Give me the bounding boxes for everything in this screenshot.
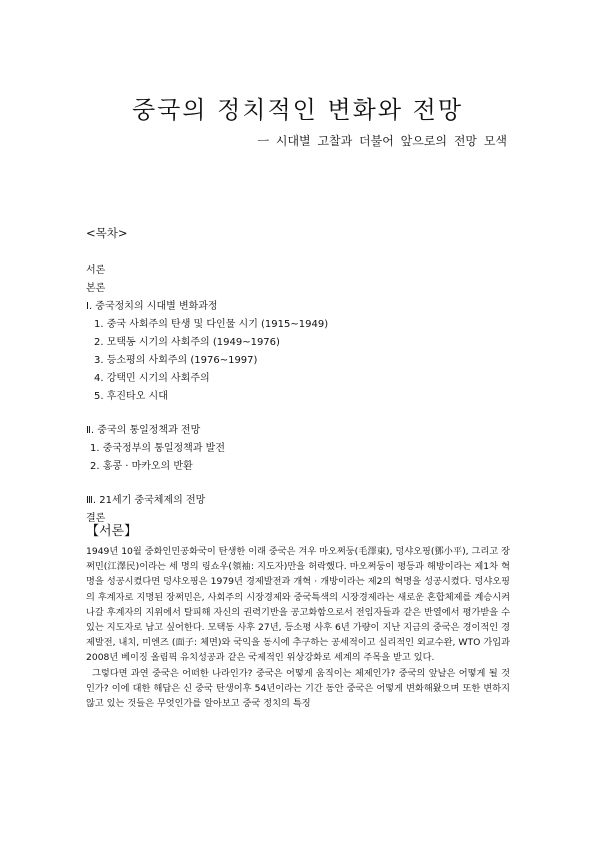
toc-part1-item: 1. 중국 사회주의 탄생 및 다인물 시기 (1915~1949): [94, 319, 329, 330]
toc-part1-item: 3. 등소평의 사회주의 (1976~1997): [94, 355, 258, 366]
table-of-contents: [86, 262, 328, 528]
toc-conclusion: 결론: [86, 513, 106, 524]
toc-part2-item: 2. 홍콩 · 마카오의 반환: [90, 461, 193, 472]
toc-part3-title: Ⅲ. 21세기 중국체제의 전망: [86, 495, 206, 506]
toc-part2-item: 1. 중국정부의 통일정책과 발전: [90, 443, 225, 454]
toc-main: 본론: [86, 283, 106, 294]
body-text: [86, 544, 510, 711]
body-paragraph: 1949년 10월 중화인민공화국이 탄생한 이래 중국은 겨우 마오쩌둥(毛澤東), 덩샤오핑(鄧小平), 그리고 장쩌민(江澤民)이라는 세 명의 링쇼우(領袖: 지도자)만을 허락했다. 마오쩌둥이 평등과 해방이라는 제1차 혁명을 성공시켰다면 덩샤오핑은 1979년 경제발전과 개혁 · 개방이라는 제2의 혁명을 성공시켰다. 덩샤오핑의 후계자로 지명된 장쩌민은, 사회주의 시장경제와 중국특색의 시장경제라는 새로운 혼합체제를 계승시켜나갈 후계자의 지위에서 탈피해 자신의 권력기반을 공고화함으로서 전임자들과 같은 반열에서 평가받을 수 있는 지도자로 남고 싶어한다. 모택동 사후 27년, 등소평 사후 6년 가량이 지난 지금의 중국은 경이적인 경제발전, 내치, 미엔즈 (面子: 체면)와 국익을 동시에 추구하는 공세적이고 실리적인 외교수완, WTO 가입과 2008년 베이징 올림픽 유치성공과 같은 국제적인 위상강화로 세계의 주목을 받고 있다.: [86, 546, 511, 664]
toc-heading: <목차>: [86, 226, 128, 240]
document-title: 중국의 정치적인 변화와 전망: [131, 96, 464, 124]
toc-intro: 서론: [86, 265, 106, 276]
section-heading-intro: 【서론】: [86, 524, 138, 539]
body-paragraph: 그렇다면 과연 중국은 어떠한 나라인가? 중국은 어떻게 움직이는 체제인가? 중국의 앞날은 어떻게 될 것인가? 이에 대한 해답은 신 중국 탄생이후 54년이라는 기간 동안 중국은 어떻게 변화해왔으며 또한 변하지 않고 있는 것들은 무엇인가를 알아보고 중국 정치의 특징: [86, 667, 510, 710]
toc-part1-title: Ⅰ. 중국정치의 시대별 변화과정: [86, 301, 218, 312]
toc-part2-title: Ⅱ. 중국의 통일정책과 전망: [86, 425, 201, 436]
toc-part1-item: 4. 강택민 시기의 사회주의: [94, 373, 210, 384]
toc-part1-item: 2. 모택동 시기의 사회주의 (1949~1976): [94, 337, 280, 348]
document-subtitle: ㅡ 시대별 고찰과 더불어 앞으로의 전망 모색: [257, 134, 507, 148]
toc-part1-item: 5. 후진타오 시대: [94, 391, 168, 402]
